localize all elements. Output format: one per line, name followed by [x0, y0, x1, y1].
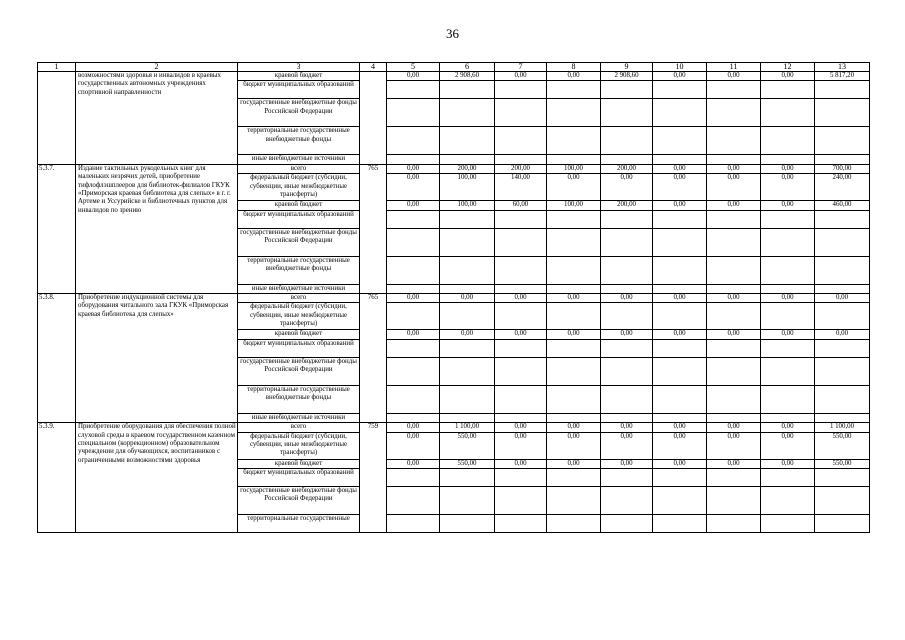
value-cell — [707, 228, 761, 256]
value-cell: 240,00 — [815, 174, 870, 201]
value-cell — [707, 284, 761, 293]
value-cell — [387, 385, 440, 413]
value-cell — [495, 210, 547, 228]
value-cell: 0,00 — [707, 294, 761, 303]
value-cell: 100,00 — [440, 174, 495, 201]
value-cell — [387, 487, 440, 515]
funding-source: государственные внебюджетные фонды Российской Федерации — [238, 99, 360, 127]
value-cell — [653, 284, 707, 293]
value-cell — [440, 256, 495, 284]
header-cell: 3 — [238, 63, 360, 72]
value-cell — [761, 303, 815, 330]
value-cell — [495, 99, 547, 127]
value-cell — [387, 339, 440, 357]
value-cell — [815, 284, 870, 293]
value-cell: 0,00 — [387, 330, 440, 339]
funding-source: краевой бюджет — [238, 72, 360, 81]
funding-source: всего — [238, 164, 360, 173]
value-cell: 0,00 — [707, 174, 761, 201]
value-cell — [495, 357, 547, 385]
budget-table — [37, 62, 870, 533]
value-cell — [547, 515, 601, 533]
value-cell — [547, 81, 601, 99]
value-cell — [387, 155, 440, 164]
value-cell — [440, 99, 495, 127]
item-code: 5.3.8. — [38, 294, 76, 423]
value-cell — [653, 469, 707, 487]
value-cell — [653, 210, 707, 228]
value-cell: 0,00 — [547, 432, 601, 459]
value-cell — [761, 515, 815, 533]
value-cell — [707, 81, 761, 99]
value-cell — [707, 357, 761, 385]
funding-source: государственные внебюджетные фонды Российской Федерации — [238, 487, 360, 515]
value-cell — [387, 256, 440, 284]
value-cell — [495, 155, 547, 164]
value-cell — [387, 413, 440, 422]
value-cell — [547, 487, 601, 515]
value-cell — [387, 303, 440, 330]
value-cell: 0,00 — [707, 432, 761, 459]
funding-source: территориальные государственные внебюджетные фонды — [238, 385, 360, 413]
value-cell — [387, 127, 440, 155]
value-cell — [440, 357, 495, 385]
value-cell — [440, 210, 495, 228]
table-header-row — [38, 63, 870, 72]
value-cell: 100,00 — [440, 201, 495, 210]
value-cell — [653, 357, 707, 385]
value-cell — [653, 256, 707, 284]
value-cell — [707, 155, 761, 164]
value-cell: 0,00 — [547, 294, 601, 303]
funding-source: территориальные государственные внебюджетные фонды — [238, 127, 360, 155]
item-description: возможностями здоровья и инвалидов в краевых государственных автономных учреждениях спортивной направленности — [76, 72, 238, 165]
value-cell — [495, 339, 547, 357]
value-cell — [495, 385, 547, 413]
value-cell — [440, 413, 495, 422]
value-cell — [601, 385, 653, 413]
value-cell — [495, 284, 547, 293]
value-cell — [440, 127, 495, 155]
value-cell — [547, 357, 601, 385]
value-cell — [601, 81, 653, 99]
value-cell — [495, 413, 547, 422]
funding-source: всего — [238, 294, 360, 303]
value-cell — [601, 303, 653, 330]
value-cell: 0,00 — [761, 294, 815, 303]
value-cell — [547, 256, 601, 284]
value-cell: 550,00 — [440, 459, 495, 468]
value-cell — [815, 127, 870, 155]
value-cell: 0,00 — [761, 330, 815, 339]
value-cell: 0,00 — [653, 72, 707, 81]
value-cell: 0,00 — [761, 201, 815, 210]
value-cell — [707, 469, 761, 487]
value-cell — [653, 487, 707, 515]
value-cell: 0,00 — [653, 432, 707, 459]
value-cell — [707, 339, 761, 357]
funding-source: бюджет муниципальных образований — [238, 210, 360, 228]
header-cell: 2 — [76, 63, 238, 72]
value-cell: 0,00 — [653, 294, 707, 303]
value-cell: 200,00 — [601, 201, 653, 210]
value-cell — [440, 228, 495, 256]
funding-source: краевой бюджет — [238, 330, 360, 339]
value-cell — [440, 81, 495, 99]
value-cell: 0,00 — [707, 201, 761, 210]
value-cell — [653, 339, 707, 357]
value-cell: 0,00 — [707, 459, 761, 468]
page-number: 36 — [446, 26, 459, 41]
value-cell: 0,00 — [653, 423, 707, 432]
value-cell: 2 908,60 — [440, 72, 495, 81]
value-cell: 200,00 — [495, 164, 547, 173]
value-cell — [815, 357, 870, 385]
item-description: Приобретение индукционной системы для оборудования читального зала ГКУК «Приморская краевая библиотека для слепых» — [76, 294, 238, 423]
value-cell: 0,00 — [761, 432, 815, 459]
value-cell — [815, 228, 870, 256]
value-cell: 0,00 — [761, 459, 815, 468]
value-cell — [815, 385, 870, 413]
value-cell — [547, 155, 601, 164]
value-cell — [601, 127, 653, 155]
value-cell: 0,00 — [707, 330, 761, 339]
value-cell — [815, 81, 870, 99]
value-cell — [653, 127, 707, 155]
value-cell — [601, 339, 653, 357]
value-cell: 0,00 — [495, 432, 547, 459]
value-cell: 0,00 — [653, 459, 707, 468]
value-cell — [653, 228, 707, 256]
funding-source: бюджет муниципальных образований — [238, 81, 360, 99]
value-cell — [601, 228, 653, 256]
value-cell — [707, 127, 761, 155]
value-cell — [495, 228, 547, 256]
value-cell — [547, 303, 601, 330]
header-cell: 10 — [653, 63, 707, 72]
value-cell — [387, 357, 440, 385]
value-cell — [547, 413, 601, 422]
value-cell: 5 817,20 — [815, 72, 870, 81]
header-cell: 5 — [387, 63, 440, 72]
value-cell — [761, 469, 815, 487]
value-cell — [387, 469, 440, 487]
value-cell: 0,00 — [601, 423, 653, 432]
value-cell: 140,00 — [495, 174, 547, 201]
value-cell — [707, 413, 761, 422]
value-cell: 550,00 — [815, 459, 870, 468]
value-cell — [815, 515, 870, 533]
value-cell — [707, 303, 761, 330]
value-cell — [440, 155, 495, 164]
value-cell — [815, 256, 870, 284]
value-cell: 0,00 — [547, 423, 601, 432]
value-cell — [815, 339, 870, 357]
value-cell — [601, 256, 653, 284]
value-cell: 0,00 — [547, 72, 601, 81]
header-cell: 8 — [547, 63, 601, 72]
value-cell — [761, 210, 815, 228]
value-cell — [815, 469, 870, 487]
value-cell — [707, 515, 761, 533]
header-cell: 7 — [495, 63, 547, 72]
value-cell — [495, 515, 547, 533]
value-cell — [440, 385, 495, 413]
value-cell — [815, 99, 870, 127]
value-cell — [547, 127, 601, 155]
funding-source: федеральный бюджет (субсидии, субвенции, иные межбюджетные трансферты) — [238, 432, 360, 459]
value-cell — [653, 99, 707, 127]
value-cell — [815, 413, 870, 422]
value-cell — [440, 515, 495, 533]
funding-source: территориальные государственные — [238, 515, 360, 533]
value-cell — [653, 303, 707, 330]
value-cell — [601, 515, 653, 533]
value-cell — [601, 99, 653, 127]
funding-source: федеральный бюджет (субсидии, субвенции, иные межбюджетные трансферты) — [238, 174, 360, 201]
item-description: Приобретение оборудования для обеспечения полной слуховой среды в краевом государственном казенном специальном (коррекционном) образовательном учреждении для обучающихся, воспитанников с ограниченными возможностями здоровья — [76, 423, 238, 533]
value-cell: 0,00 — [440, 330, 495, 339]
header-cell: 1 — [38, 63, 76, 72]
value-cell: 0,00 — [440, 294, 495, 303]
value-cell — [440, 469, 495, 487]
value-cell: 0,00 — [387, 164, 440, 173]
value-cell — [761, 127, 815, 155]
value-cell: 2 908,60 — [601, 72, 653, 81]
value-cell: 0,00 — [653, 174, 707, 201]
item-code: 5.3.7. — [38, 164, 76, 293]
funding-source: бюджет муниципальных образований — [238, 469, 360, 487]
value-cell: 550,00 — [440, 432, 495, 459]
value-cell: 0,00 — [495, 72, 547, 81]
value-cell: 0,00 — [761, 423, 815, 432]
header-cell: 11 — [707, 63, 761, 72]
value-cell: 460,00 — [815, 201, 870, 210]
value-cell — [601, 284, 653, 293]
value-cell: 0,00 — [707, 164, 761, 173]
value-cell: 0,00 — [387, 423, 440, 432]
value-cell — [815, 155, 870, 164]
value-cell — [761, 339, 815, 357]
header-cell: 12 — [761, 63, 815, 72]
value-cell: 0,00 — [495, 330, 547, 339]
value-cell: 0,00 — [495, 423, 547, 432]
value-cell — [601, 413, 653, 422]
value-cell — [387, 228, 440, 256]
table-row — [38, 72, 870, 81]
value-cell: 1 100,00 — [440, 423, 495, 432]
item-description: Издание тактильных рукодельных книг для маленьких незрячих детей, приобретение тифлофлэшплееров для библиотек-филиалов ГКУК «Приморская краевая библиотека для слепых» в г. г. Артеме и Уссурийске и библиотечных пунктов для инвалидов по зрению — [76, 164, 238, 293]
value-cell: 0,00 — [761, 164, 815, 173]
executor-code: 759 — [360, 423, 387, 533]
value-cell: 0,00 — [707, 72, 761, 81]
value-cell: 0,00 — [387, 174, 440, 201]
header-cell: 6 — [440, 63, 495, 72]
value-cell: 200,00 — [440, 164, 495, 173]
value-cell: 0,00 — [653, 330, 707, 339]
value-cell: 550,00 — [815, 432, 870, 459]
value-cell — [707, 487, 761, 515]
value-cell — [815, 487, 870, 515]
funding-source: государственные внебюджетные фонды Российской Федерации — [238, 228, 360, 256]
header-cell: 13 — [815, 63, 870, 72]
value-cell: 1 100,00 — [815, 423, 870, 432]
executor-code: 765 — [360, 164, 387, 293]
value-cell — [601, 487, 653, 515]
value-cell: 100,00 — [547, 164, 601, 173]
value-cell: 0,00 — [387, 294, 440, 303]
value-cell — [387, 99, 440, 127]
value-cell: 0,00 — [387, 459, 440, 468]
value-cell — [707, 99, 761, 127]
value-cell: 100,00 — [547, 201, 601, 210]
value-cell — [761, 413, 815, 422]
value-cell — [547, 228, 601, 256]
value-cell — [387, 284, 440, 293]
table-row — [38, 294, 870, 303]
value-cell: 0,00 — [707, 423, 761, 432]
value-cell — [601, 210, 653, 228]
value-cell: 0,00 — [547, 459, 601, 468]
value-cell — [495, 487, 547, 515]
value-cell — [761, 228, 815, 256]
value-cell: 0,00 — [815, 294, 870, 303]
value-cell — [761, 99, 815, 127]
value-cell — [547, 284, 601, 293]
value-cell: 0,00 — [601, 432, 653, 459]
value-cell: 0,00 — [547, 330, 601, 339]
funding-source: иные внебюджетные источники — [238, 284, 360, 293]
value-cell: 0,00 — [387, 432, 440, 459]
value-cell — [547, 469, 601, 487]
value-cell: 60,00 — [495, 201, 547, 210]
value-cell — [495, 81, 547, 99]
value-cell: 0,00 — [653, 201, 707, 210]
value-cell — [547, 385, 601, 413]
value-cell: 0,00 — [495, 459, 547, 468]
value-cell — [815, 210, 870, 228]
executor-code — [360, 72, 387, 165]
value-cell — [387, 515, 440, 533]
value-cell — [707, 385, 761, 413]
value-cell — [440, 284, 495, 293]
value-cell — [761, 81, 815, 99]
table-row — [38, 164, 870, 173]
value-cell — [653, 413, 707, 422]
item-code: 5.3.9. — [38, 423, 76, 533]
value-cell — [547, 339, 601, 357]
value-cell: 0,00 — [653, 164, 707, 173]
funding-source: иные внебюджетные источники — [238, 413, 360, 422]
value-cell: 0,00 — [601, 330, 653, 339]
value-cell — [653, 385, 707, 413]
value-cell: 200,00 — [601, 164, 653, 173]
funding-source: бюджет муниципальных образований — [238, 339, 360, 357]
value-cell: 0,00 — [387, 72, 440, 81]
value-cell: 0,00 — [815, 330, 870, 339]
value-cell — [601, 357, 653, 385]
value-cell — [653, 81, 707, 99]
value-cell: 0,00 — [601, 459, 653, 468]
table-row — [38, 423, 870, 432]
value-cell — [440, 303, 495, 330]
value-cell — [761, 357, 815, 385]
value-cell — [495, 127, 547, 155]
funding-source: краевой бюджет — [238, 459, 360, 468]
value-cell — [495, 303, 547, 330]
value-cell — [601, 155, 653, 164]
value-cell — [761, 487, 815, 515]
value-cell: 0,00 — [387, 201, 440, 210]
value-cell — [707, 256, 761, 284]
value-cell — [387, 210, 440, 228]
value-cell: 0,00 — [601, 174, 653, 201]
value-cell — [761, 155, 815, 164]
value-cell — [495, 469, 547, 487]
value-cell — [815, 303, 870, 330]
header-cell: 9 — [601, 63, 653, 72]
header-cell: 4 — [360, 63, 387, 72]
value-cell — [387, 81, 440, 99]
value-cell — [495, 256, 547, 284]
value-cell — [547, 99, 601, 127]
value-cell — [707, 210, 761, 228]
value-cell: 0,00 — [547, 174, 601, 201]
funding-source: всего — [238, 423, 360, 432]
value-cell: 0,00 — [495, 294, 547, 303]
value-cell: 0,00 — [761, 174, 815, 201]
value-cell — [440, 487, 495, 515]
executor-code: 765 — [360, 294, 387, 423]
value-cell — [440, 339, 495, 357]
value-cell — [547, 210, 601, 228]
value-cell: 0,00 — [601, 294, 653, 303]
value-cell: 0,00 — [761, 72, 815, 81]
funding-source: государственные внебюджетные фонды Российской Федерации — [238, 357, 360, 385]
funding-source: территориальные государственные внебюджетные фонды — [238, 256, 360, 284]
value-cell — [761, 256, 815, 284]
value-cell — [761, 284, 815, 293]
value-cell — [653, 515, 707, 533]
funding-source: краевой бюджет — [238, 201, 360, 210]
item-code — [38, 72, 76, 165]
funding-source: иные внебюджетные источники — [238, 155, 360, 164]
funding-source: федеральный бюджет (субсидии, субвенции, иные межбюджетные трансферты) — [238, 303, 360, 330]
value-cell — [653, 155, 707, 164]
value-cell: 700,00 — [815, 164, 870, 173]
value-cell — [761, 385, 815, 413]
value-cell — [601, 469, 653, 487]
